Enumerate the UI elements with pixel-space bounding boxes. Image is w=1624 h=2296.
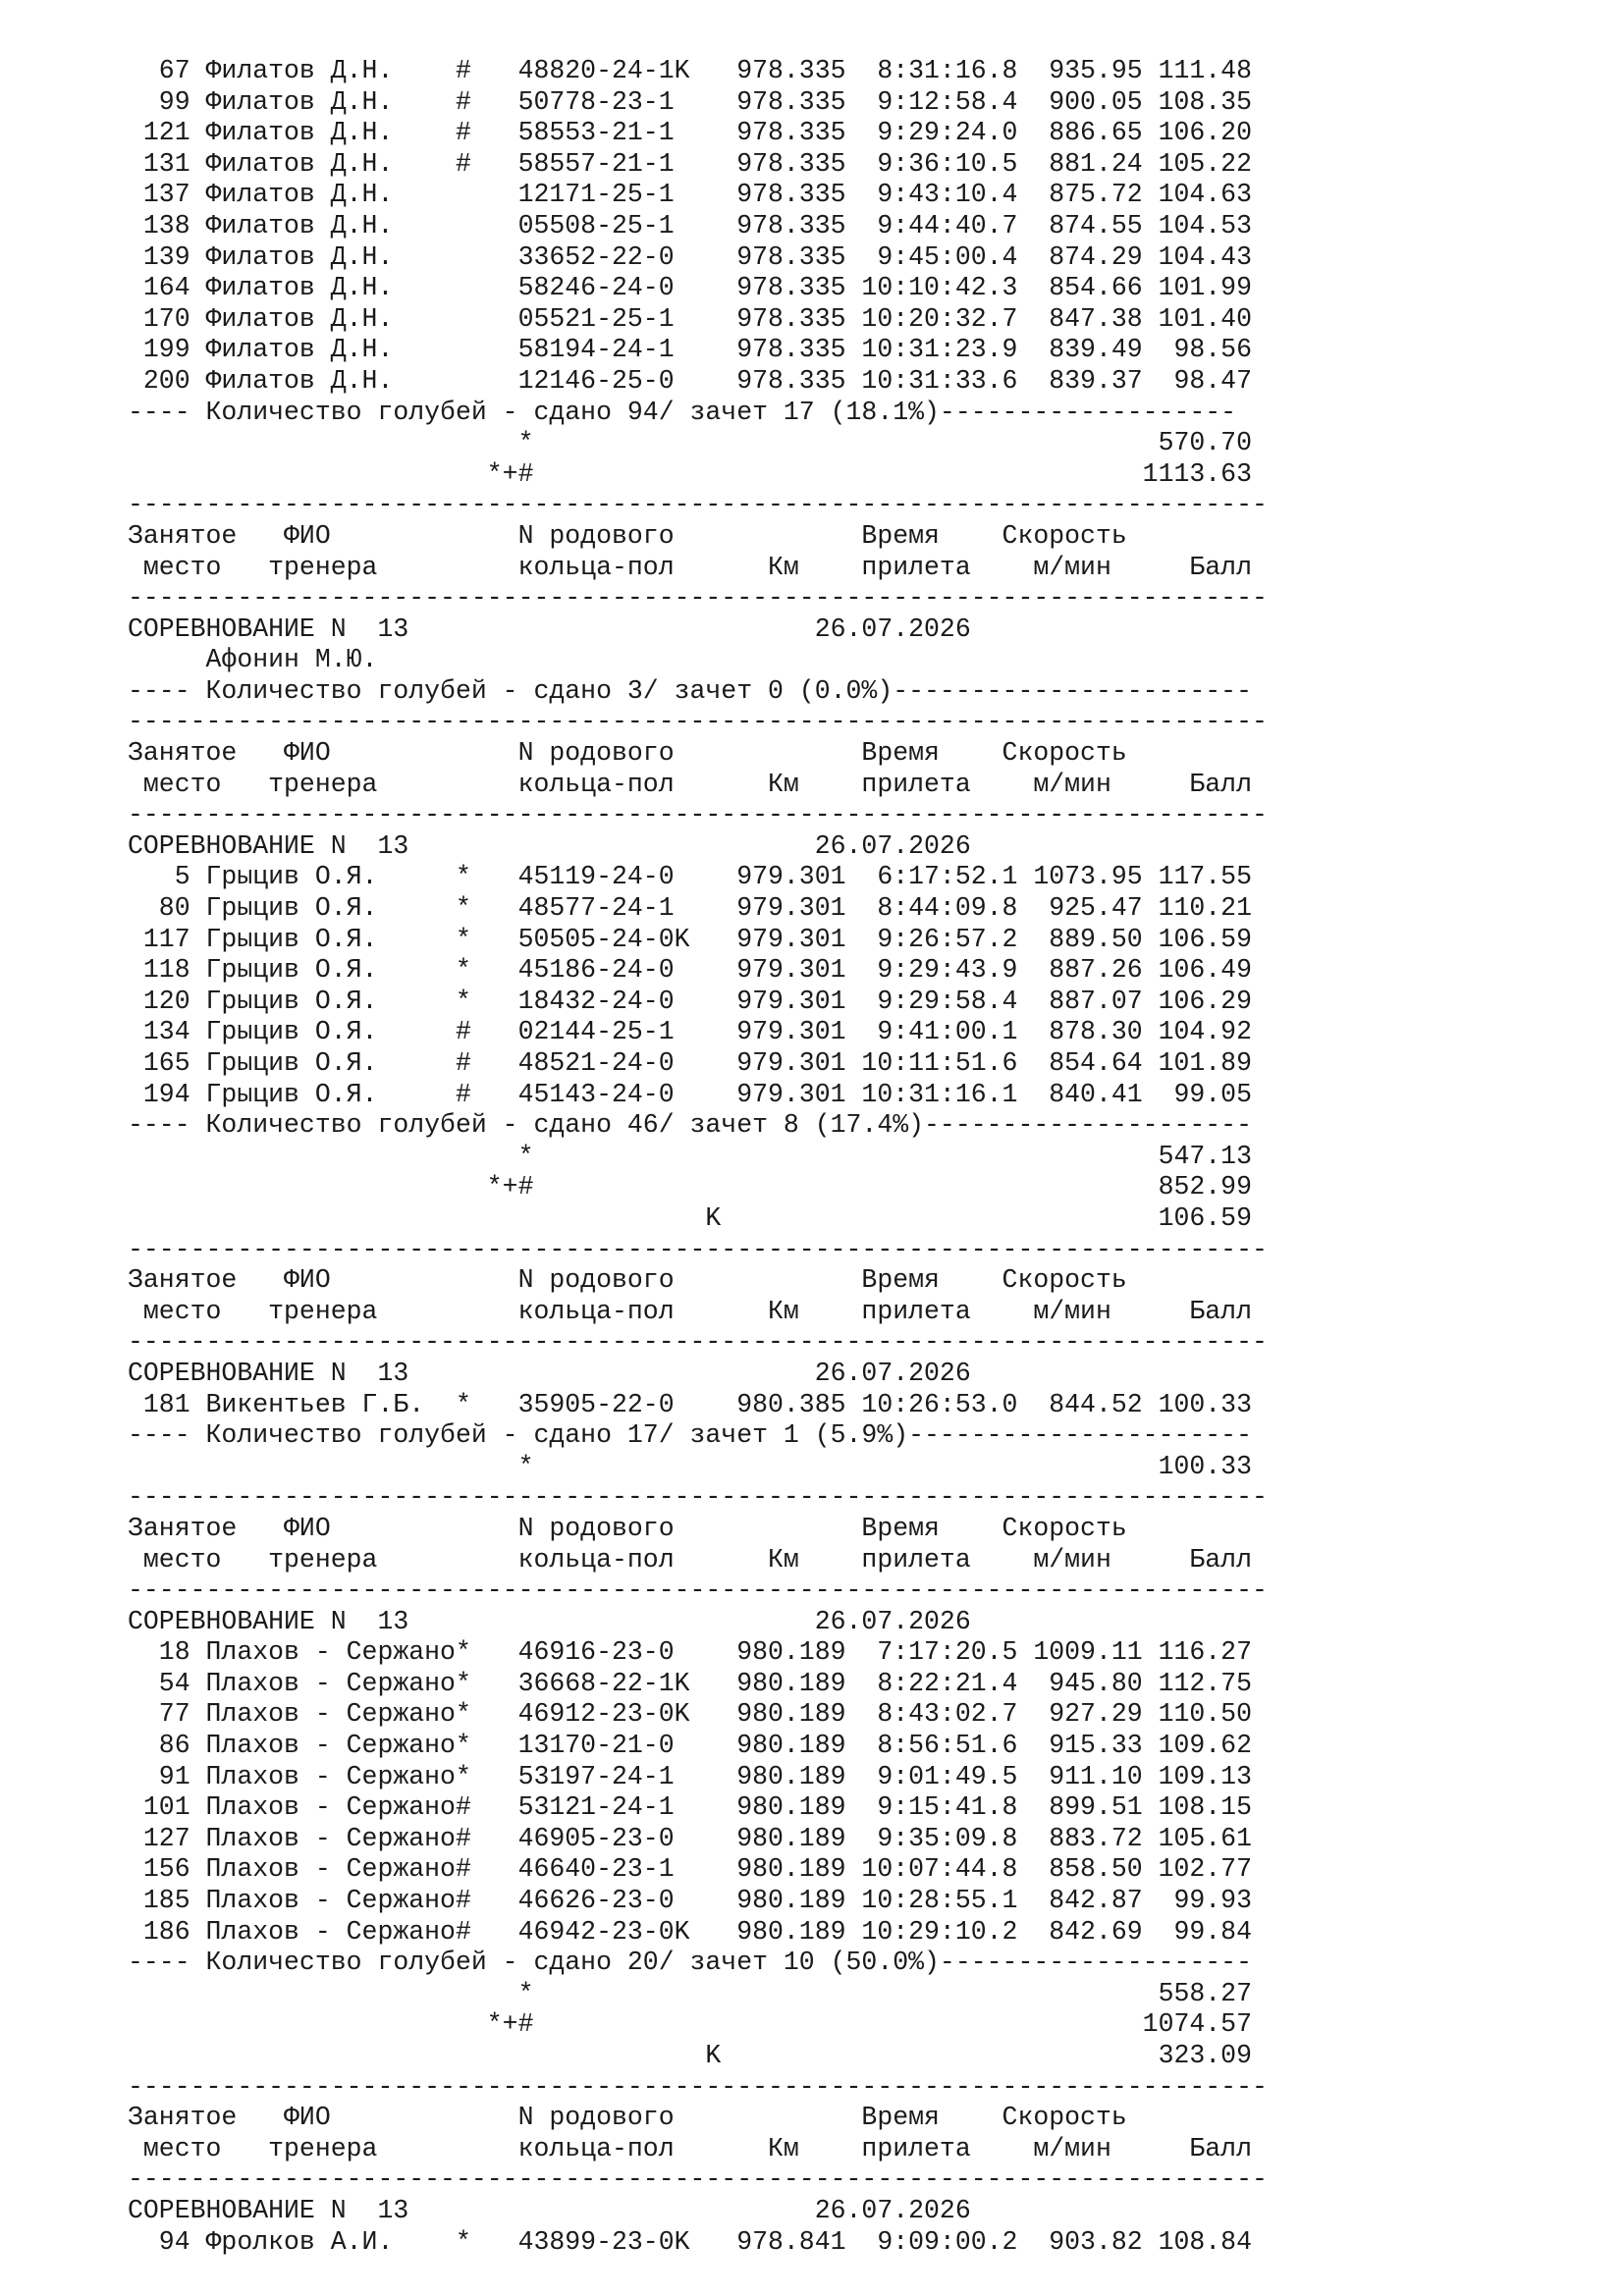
report-line: -------------------------------------------------------------------------: [128, 583, 1268, 614]
report-line: 77 Плахов - Сержано* 46912-23-0K 980.189 8:43:02.7 927.29 110.50: [128, 1699, 1252, 1730]
report-line: -------------------------------------------------------------------------: [128, 2164, 1268, 2195]
report-line: *+# 1113.63: [128, 458, 1252, 489]
report-line: * 100.33: [128, 1451, 1252, 1481]
report-line: 80 Грыцив О.Я. * 48577-24-1 979.301 8:44:09.8 925.47 110.21: [128, 893, 1252, 924]
report-line: 164 Филатов Д.Н. 58246-24-0 978.335 10:10:42.3 854.66 101.99: [128, 273, 1252, 303]
report-line: Афонин М.Ю.: [128, 645, 378, 675]
report-line: 194 Грыцив О.Я. # 45143-24-0 979.301 10:31:16.1 840.41 99.05: [128, 1079, 1252, 1109]
report-line: 99 Филатов Д.Н. # 50778-23-1 978.335 9:12:58.4 900.05 108.35: [128, 86, 1252, 117]
report-line: Занятое ФИО N родового Время Скорость: [128, 520, 1127, 551]
report-line: 181 Викентьев Г.Б. * 35905-22-0 980.385 10:26:53.0 844.52 100.33: [128, 1389, 1252, 1419]
report-line: СОРЕВНОВАНИЕ N 13 26.07.2026: [128, 1358, 971, 1388]
report-line: 117 Грыцив О.Я. * 50505-24-0K 979.301 9:26:57.2 889.50 106.59: [128, 924, 1252, 954]
report-line: -------------------------------------------------------------------------: [128, 1234, 1268, 1264]
report-line: 170 Филатов Д.Н. 05521-25-1 978.335 10:20:32.7 847.38 101.40: [128, 303, 1252, 334]
report-line: *+# 1074.57: [128, 2009, 1252, 2040]
report-line: СОРЕВНОВАНИЕ N 13 26.07.2026: [128, 2195, 971, 2225]
report-line: 121 Филатов Д.Н. # 58553-21-1 978.335 9:29:24.0 886.65 106.20: [128, 118, 1252, 148]
report-line: * 570.70: [128, 428, 1252, 458]
report-line: место тренера кольца-пол Км прилета м/мин Балл: [128, 1544, 1252, 1575]
report-line: 186 Плахов - Сержано# 46942-23-0K 980.189 10:29:10.2 842.69 99.84: [128, 1916, 1252, 1947]
report-line: * 547.13: [128, 1141, 1252, 1171]
report-line: 131 Филатов Д.Н. # 58557-21-1 978.335 9:36:10.5 881.24 105.22: [128, 148, 1252, 179]
report-line: 67 Филатов Д.Н. # 48820-24-1K 978.335 8:31:16.8 935.95 111.48: [128, 56, 1252, 85]
report-line: 138 Филатов Д.Н. 05508-25-1 978.335 9:44:40.7 874.55 104.53: [128, 210, 1252, 240]
report-line: 86 Плахов - Сержано* 13170-21-0 980.189 8:56:51.6 915.33 109.62: [128, 1731, 1252, 1761]
report-line: -------------------------------------------------------------------------: [128, 707, 1268, 737]
report-line: 127 Плахов - Сержано# 46905-23-0 980.189 9:35:09.8 883.72 105.61: [128, 1823, 1252, 1853]
report-line: Занятое ФИО N родового Время Скорость: [128, 2103, 1127, 2133]
report-line: -------------------------------------------------------------------------: [128, 490, 1268, 520]
report-line: ---- Количество голубей - сдано 20/ зачет 10 (50.0%)--------------------: [128, 1948, 1252, 1978]
report-line: 139 Филатов Д.Н. 33652-22-0 978.335 9:45:00.4 874.29 104.43: [128, 241, 1252, 272]
report-line: Занятое ФИО N родового Время Скорость: [128, 1513, 1127, 1543]
report-line: -------------------------------------------------------------------------: [128, 2071, 1268, 2102]
report-line: 137 Филатов Д.Н. 12171-25-1 978.335 9:43:10.4 875.72 104.63: [128, 180, 1252, 210]
report-line: 165 Грыцив О.Я. # 48521-24-0 979.301 10:11:51.6 854.64 101.89: [128, 1048, 1252, 1078]
report-line: Занятое ФИО N родового Время Скорость: [128, 738, 1127, 769]
report-line: 54 Плахов - Сержано* 36668-22-1K 980.189 8:22:21.4 945.80 112.75: [128, 1668, 1252, 1698]
report-line: СОРЕВНОВАНИЕ N 13 26.07.2026: [128, 614, 971, 644]
report-line: ---- Количество голубей - сдано 17/ зачет 1 (5.9%)----------------------: [128, 1420, 1252, 1451]
report-line: K 323.09: [128, 2041, 1252, 2070]
report-line: ---- Количество голубей - сдано 3/ зачет 0 (0.0%)-----------------------: [128, 675, 1252, 706]
report-line: 134 Грыцив О.Я. # 02144-25-1 979.301 9:41:00.1 878.30 104.92: [128, 1017, 1252, 1047]
report-line: 101 Плахов - Сержано# 53121-24-1 980.189 9:15:41.8 899.51 108.15: [128, 1792, 1252, 1823]
report-line: 156 Плахов - Сержано# 46640-23-1 980.189 10:07:44.8 858.50 102.77: [128, 1854, 1252, 1885]
report-line: 91 Плахов - Сержано* 53197-24-1 980.189 9:01:49.5 911.10 109.13: [128, 1761, 1252, 1791]
report-line: СОРЕВНОВАНИЕ N 13 26.07.2026: [128, 1606, 971, 1636]
report-line: место тренера кольца-пол Км прилета м/мин Балл: [128, 1296, 1252, 1326]
report-line: -------------------------------------------------------------------------: [128, 1327, 1268, 1358]
report-line: место тренера кольца-пол Км прилета м/мин Балл: [128, 2133, 1252, 2163]
report-line: 185 Плахов - Сержано# 46626-23-0 980.189 10:28:55.1 842.87 99.93: [128, 1886, 1252, 1916]
report-line: 18 Плахов - Сержано* 46916-23-0 980.189 7:17:20.5 1009.11 116.27: [128, 1637, 1252, 1668]
report-line: K 106.59: [128, 1202, 1252, 1233]
report-line: 120 Грыцив О.Я. * 18432-24-0 979.301 9:29:58.4 887.07 106.29: [128, 986, 1252, 1016]
report-line: место тренера кольца-пол Км прилета м/мин Балл: [128, 552, 1252, 582]
report-line: Занятое ФИО N родового Время Скорость: [128, 1265, 1127, 1296]
report-line: 199 Филатов Д.Н. 58194-24-1 978.335 10:31:23.9 839.49 98.56: [128, 335, 1252, 365]
report-line: 94 Фролков А.И. * 43899-23-0K 978.841 9:09:00.2 903.82 108.84: [128, 2226, 1252, 2257]
report-line: 118 Грыцив О.Я. * 45186-24-0 979.301 9:29:43.9 887.26 106.49: [128, 955, 1252, 986]
results-report: [128, 56, 1268, 2258]
report-line: ---- Количество голубей - сдано 94/ зачет 17 (18.1%)-------------------: [128, 397, 1237, 427]
report-line: *+# 852.99: [128, 1172, 1252, 1202]
report-line: -------------------------------------------------------------------------: [128, 1482, 1268, 1513]
report-line: 200 Филатов Д.Н. 12146-25-0 978.335 10:31:33.6 839.37 98.47: [128, 365, 1252, 396]
report-line: * 558.27: [128, 1978, 1252, 2008]
report-line: -------------------------------------------------------------------------: [128, 1575, 1268, 1606]
report-line: -------------------------------------------------------------------------: [128, 800, 1268, 830]
report-line: место тренера кольца-пол Км прилета м/мин Балл: [128, 769, 1252, 799]
report-line: ---- Количество голубей - сдано 46/ зачет 8 (17.4%)---------------------: [128, 1110, 1252, 1141]
report-line: СОРЕВНОВАНИЕ N 13 26.07.2026: [128, 830, 971, 861]
report-line: 5 Грыцив О.Я. * 45119-24-0 979.301 6:17:52.1 1073.95 117.55: [128, 862, 1252, 892]
